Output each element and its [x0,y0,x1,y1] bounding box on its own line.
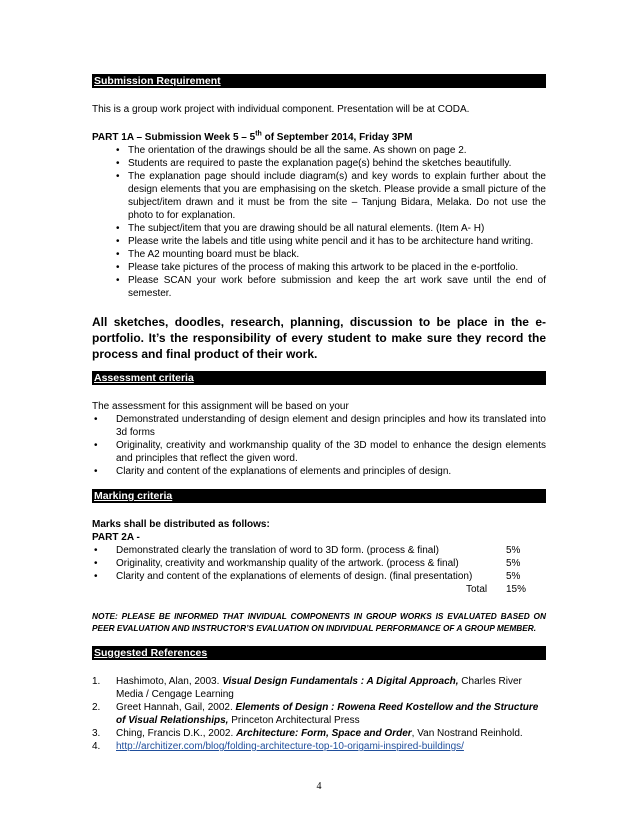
reference-publisher: Charles River Media / Cengage Learning [116,676,522,700]
reference-number: 1. [92,676,101,687]
reference-author: Greet Hannah, Gail, 2002. [116,702,236,713]
marks-row-label: Originality, creativity and workmanship quality of the artwork. (process & final) [116,558,459,569]
total-label: Total [466,584,488,595]
submission-bullets [92,144,546,300]
list-item: • The subject/item that you are drawing should be all natural elements. (Item A- H) [92,222,546,235]
peer-evaluation-note: NOTE: PLEASE BE INFORMED THAT INVIDUAL COMPONENTS IN GROUP WORKS IS EVALUATED BASED ON PEER EVALUATION AND INSTRUCTOR’S EVALUATION ON INDIVIDUAL PERFORMANCE OF A GROUP MEMBER. [92,611,546,633]
reference-title: Elements of Design : Rowena Reed Kostellow and the Structure of Visual Relationships, [116,702,539,726]
assessment-bullets [92,413,546,478]
list-item: • The explanation page should include diagram(s) and key words to explain further about the design elements that you are emphasising on the sketch. Please provide a small picture of the subject/item drawn and it must be from the site – Tanjung Bidara, Melaka. Do not use the photo to for explanation. [92,170,546,222]
marks-row-label: Clarity and content of the explanations of elements of design. (final presentation) [116,571,473,582]
reference-item [92,675,546,701]
marks-distributed: Marks shall be distributed as follows: [92,519,270,530]
reference-author: Hashimoto, Alan, 2003. [116,676,223,687]
reference-number: 4. [92,741,101,752]
references-heading: Suggested References [92,646,546,660]
marks-row [92,544,546,557]
references-list [92,675,546,753]
marking-heading: Marking criteria [92,489,546,503]
reference-author: Ching, Francis D.K., 2002. [116,728,237,739]
assessment-heading: Assessment criteria [92,371,546,385]
reference-number: 3. [92,728,101,739]
reference-item [92,740,546,753]
reference-item [92,727,546,740]
page-number: 4 [316,781,322,792]
reference-title: Visual Design Fundamentals : A Digital Approach, [222,676,459,687]
reference-item [92,701,546,727]
marks-row-pct: 5% [506,558,521,569]
reference-publisher: , Van Nostrand Reinhold. [411,728,523,739]
marks-total-row [92,583,546,596]
part1-sup: th [255,130,262,138]
submission-intro: This is a group work project with individual component. Presentation will be at CODA. [92,104,470,115]
reference-number: 2. [92,702,101,713]
list-item: • The orientation of the drawings should be all the same. As shown on page 2. [92,144,546,157]
total-pct: 15% [506,584,527,595]
reference-title: Architecture: Form, Space and Order [236,728,412,739]
list-item: • Please write the labels and title using white pencil and it has to be architecture hand writing. [92,235,546,248]
marks-row [92,557,546,570]
reference-link[interactable]: http://architizer.com/blog/folding-architecture-top-10-origami-inspired-buildings/ [116,741,464,752]
list-item: • Originality, creativity and workmanship quality of the 3D model to enhance the design elements and principles that reflect the given word. [92,439,546,465]
marks-row [92,570,546,583]
list-item: • Clarity and content of the explanations of elements and principles of design. [92,465,546,478]
marks-row-pct: 5% [506,545,521,556]
list-item: • The A2 mounting board must be black. [92,248,546,261]
list-item: • Please SCAN your work before submission and keep the art work save until the end of semester. [92,274,546,300]
document-page [92,74,546,753]
part2a-heading: PART 2A - [92,532,140,543]
list-item: • Please take pictures of the process of making this artwork to be placed in the e-portfolio. [92,261,546,274]
part1-heading [92,131,546,144]
marks-row-label: Demonstrated clearly the translation of word to 3D form. (process & final) [116,545,439,556]
reference-publisher: Princeton Architectural Press [228,715,360,726]
list-item: • Students are required to paste the explanation page(s) behind the sketches beautifully. [92,157,546,170]
assessment-intro: The assessment for this assignment will be based on your [92,401,349,412]
part1-suffix: of September 2014, Friday 3PM [261,132,413,143]
eportfolio-emphasis: All sketches, doodles, research, planning, discussion to be place in the e-portfolio. It’s the responsibility of every student to make sure they record the process and final product of their work. [92,315,546,361]
list-item: • Demonstrated understanding of design element and design principles and how its translated into 3d forms [92,413,546,439]
marks-row-pct: 5% [506,571,521,582]
part1-prefix: PART 1A – Submission Week 5 – 5 [92,132,256,143]
submission-heading: Submission Requirement [92,74,546,88]
